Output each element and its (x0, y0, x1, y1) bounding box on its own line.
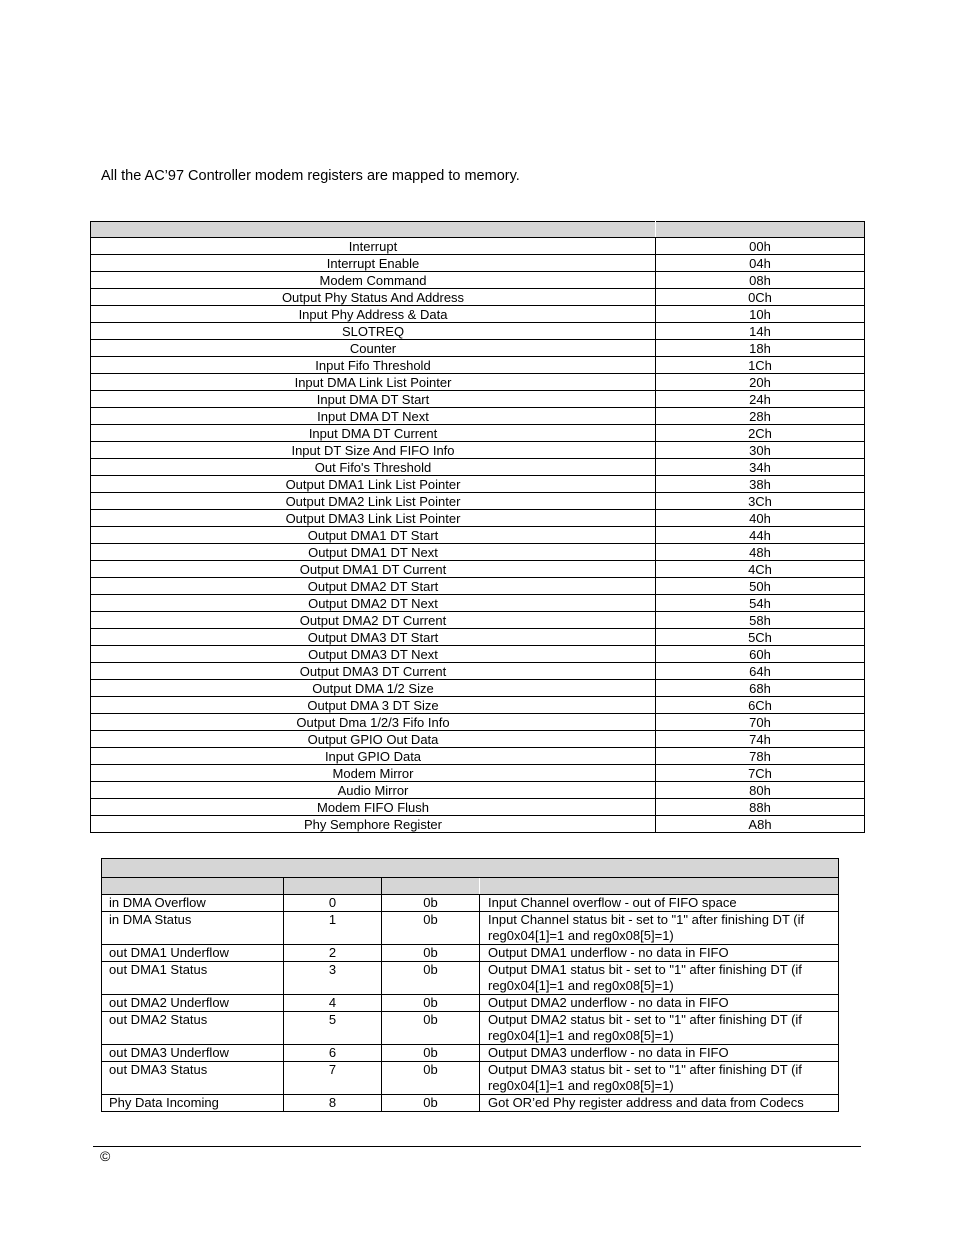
footer-divider (93, 1146, 861, 1147)
register-offset: 14h (656, 323, 865, 340)
table-row (91, 272, 865, 289)
table-row (91, 765, 865, 782)
register-name: Output DMA3 DT Start (91, 629, 656, 646)
register-offset: 6Ch (656, 697, 865, 714)
table-row (91, 255, 865, 272)
table-row (91, 493, 865, 510)
field-description: Got OR’ed Phy register address and data from Codecs (480, 1095, 839, 1112)
register-name: Modem Command (91, 272, 656, 289)
default-value: 0b (382, 1095, 480, 1112)
table-row (102, 945, 839, 962)
field-description: Output DMA2 status bit - set to "1" after finishing DT (if reg0x04[1]=1 and reg0x08[5]=1) (480, 1012, 839, 1045)
register-name: Output DMA2 Link List Pointer (91, 493, 656, 510)
table-row (91, 612, 865, 629)
register-name: Interrupt Enable (91, 255, 656, 272)
register-offset: 08h (656, 272, 865, 289)
table-row (102, 962, 839, 995)
register-offset: 1Ch (656, 357, 865, 374)
field-name: in DMA Overflow (102, 895, 284, 912)
register-name: Output DMA1 DT Current (91, 561, 656, 578)
register-offset: 38h (656, 476, 865, 493)
table-row (91, 663, 865, 680)
table-row (91, 527, 865, 544)
register-name: Output DMA3 Link List Pointer (91, 510, 656, 527)
register-name: Input Fifo Threshold (91, 357, 656, 374)
register-offset: 2Ch (656, 425, 865, 442)
table-row (91, 510, 865, 527)
register-offset: 28h (656, 408, 865, 425)
table-row (102, 995, 839, 1012)
bit-header (284, 878, 382, 895)
field-description: Output DMA1 status bit - set to "1" after finishing DT (if reg0x04[1]=1 and reg0x08[5]=1) (480, 962, 839, 995)
register-offset: 58h (656, 612, 865, 629)
table-row (91, 442, 865, 459)
table-row (91, 714, 865, 731)
field-name: out DMA2 Status (102, 1012, 284, 1045)
register-name: Modem Mirror (91, 765, 656, 782)
register-name: Output DMA3 DT Next (91, 646, 656, 663)
field-name-header (102, 878, 284, 895)
table-row (91, 561, 865, 578)
register-name: Output DMA1 Link List Pointer (91, 476, 656, 493)
register-offset: 18h (656, 340, 865, 357)
register-offset: 64h (656, 663, 865, 680)
table-row (91, 238, 865, 255)
default-value: 0b (382, 1045, 480, 1062)
register-offset: 44h (656, 527, 865, 544)
interrupt-register-table (101, 858, 839, 1112)
register-offset: 74h (656, 731, 865, 748)
register-offset: 20h (656, 374, 865, 391)
table-row (91, 782, 865, 799)
register-name: Output DMA 1/2 Size (91, 680, 656, 697)
table-row (102, 1095, 839, 1112)
register-name: Output GPIO Out Data (91, 731, 656, 748)
register-name: Input Phy Address & Data (91, 306, 656, 323)
register-name: Phy Semphore Register (91, 816, 656, 833)
register-map-table (90, 221, 865, 833)
table-row (102, 1045, 839, 1062)
register-name: Input GPIO Data (91, 748, 656, 765)
register-offset: 04h (656, 255, 865, 272)
register-offset: 4Ch (656, 561, 865, 578)
interrupt-table-caption-row (102, 859, 839, 878)
table-row (91, 680, 865, 697)
field-description: Output DMA3 status bit - set to "1" after finishing DT (if reg0x04[1]=1 and reg0x08[5]=1) (480, 1062, 839, 1095)
register-offset: 70h (656, 714, 865, 731)
register-offset: 7Ch (656, 765, 865, 782)
default-value: 0b (382, 962, 480, 995)
bit-number: 1 (284, 912, 382, 945)
table-row (102, 1012, 839, 1045)
register-name: Output Phy Status And Address (91, 289, 656, 306)
register-offset-header (656, 222, 865, 238)
register-table-header (91, 222, 865, 238)
register-name: Interrupt (91, 238, 656, 255)
table-row (91, 816, 865, 833)
table-row (102, 895, 839, 912)
table-row (102, 1062, 839, 1095)
table-row (91, 340, 865, 357)
register-name: Output Dma 1/2/3 Fifo Info (91, 714, 656, 731)
register-offset: 54h (656, 595, 865, 612)
table-row (91, 289, 865, 306)
table-row (91, 357, 865, 374)
bit-number: 5 (284, 1012, 382, 1045)
register-offset: 00h (656, 238, 865, 255)
register-offset: 80h (656, 782, 865, 799)
bit-number: 8 (284, 1095, 382, 1112)
register-name: Output DMA2 DT Next (91, 595, 656, 612)
register-offset: 0Ch (656, 289, 865, 306)
register-offset: 10h (656, 306, 865, 323)
register-offset: 60h (656, 646, 865, 663)
default-value: 0b (382, 895, 480, 912)
table-row (91, 646, 865, 663)
table-row (91, 374, 865, 391)
register-offset: 68h (656, 680, 865, 697)
register-offset: 24h (656, 391, 865, 408)
description-header (480, 878, 839, 895)
field-name: out DMA3 Underflow (102, 1045, 284, 1062)
table-row (91, 306, 865, 323)
register-name: Output DMA1 DT Next (91, 544, 656, 561)
register-offset: 48h (656, 544, 865, 561)
table-row (91, 476, 865, 493)
table-row (91, 544, 865, 561)
interrupt-table-caption (102, 859, 839, 878)
register-offset: A8h (656, 816, 865, 833)
field-description: Output DMA2 underflow - no data in FIFO (480, 995, 839, 1012)
default-header (382, 878, 480, 895)
intro-text: All the AC’97 Controller modem registers are mapped to memory. (101, 168, 520, 184)
table-row (91, 697, 865, 714)
register-name-header (91, 222, 656, 238)
table-row (91, 748, 865, 765)
table-row (91, 391, 865, 408)
field-name: out DMA1 Underflow (102, 945, 284, 962)
table-row (91, 595, 865, 612)
register-name: Input DMA Link List Pointer (91, 374, 656, 391)
table-row (91, 323, 865, 340)
register-offset: 30h (656, 442, 865, 459)
register-name: Input DMA DT Next (91, 408, 656, 425)
bit-number: 2 (284, 945, 382, 962)
table-row (91, 459, 865, 476)
field-description: Output DMA3 underflow - no data in FIFO (480, 1045, 839, 1062)
table-row (91, 731, 865, 748)
register-offset: 50h (656, 578, 865, 595)
default-value: 0b (382, 1062, 480, 1095)
field-name: out DMA2 Underflow (102, 995, 284, 1012)
field-name: out DMA3 Status (102, 1062, 284, 1095)
bit-number: 3 (284, 962, 382, 995)
interrupt-table-header (102, 878, 839, 895)
register-name: SLOTREQ (91, 323, 656, 340)
table-row (91, 408, 865, 425)
copyright-symbol: © (100, 1148, 111, 1164)
default-value: 0b (382, 995, 480, 1012)
register-offset: 78h (656, 748, 865, 765)
bit-number: 6 (284, 1045, 382, 1062)
register-name: Output DMA2 DT Start (91, 578, 656, 595)
register-name: Input DT Size And FIFO Info (91, 442, 656, 459)
bit-number: 0 (284, 895, 382, 912)
register-name: Modem FIFO Flush (91, 799, 656, 816)
table-row (91, 425, 865, 442)
bit-number: 4 (284, 995, 382, 1012)
register-name: Counter (91, 340, 656, 357)
default-value: 0b (382, 912, 480, 945)
register-offset: 34h (656, 459, 865, 476)
register-name: Output DMA 3 DT Size (91, 697, 656, 714)
field-description: Output DMA1 underflow - no data in FIFO (480, 945, 839, 962)
table-row (91, 578, 865, 595)
register-name: Input DMA DT Current (91, 425, 656, 442)
table-row (102, 912, 839, 945)
register-name: Out Fifo's Threshold (91, 459, 656, 476)
register-offset: 88h (656, 799, 865, 816)
table-row (91, 799, 865, 816)
default-value: 0b (382, 1012, 480, 1045)
field-name: in DMA Status (102, 912, 284, 945)
table-row (91, 629, 865, 646)
register-name: Output DMA3 DT Current (91, 663, 656, 680)
field-name: out DMA1 Status (102, 962, 284, 995)
register-name: Input DMA DT Start (91, 391, 656, 408)
register-offset: 3Ch (656, 493, 865, 510)
field-description: Input Channel status bit - set to "1" after finishing DT (if reg0x04[1]=1 and reg0x08[5]=1) (480, 912, 839, 945)
field-description: Input Channel overflow - out of FIFO space (480, 895, 839, 912)
register-name: Output DMA2 DT Current (91, 612, 656, 629)
register-name: Output DMA1 DT Start (91, 527, 656, 544)
register-offset: 40h (656, 510, 865, 527)
bit-number: 7 (284, 1062, 382, 1095)
field-name: Phy Data Incoming (102, 1095, 284, 1112)
register-name: Audio Mirror (91, 782, 656, 799)
default-value: 0b (382, 945, 480, 962)
register-offset: 5Ch (656, 629, 865, 646)
